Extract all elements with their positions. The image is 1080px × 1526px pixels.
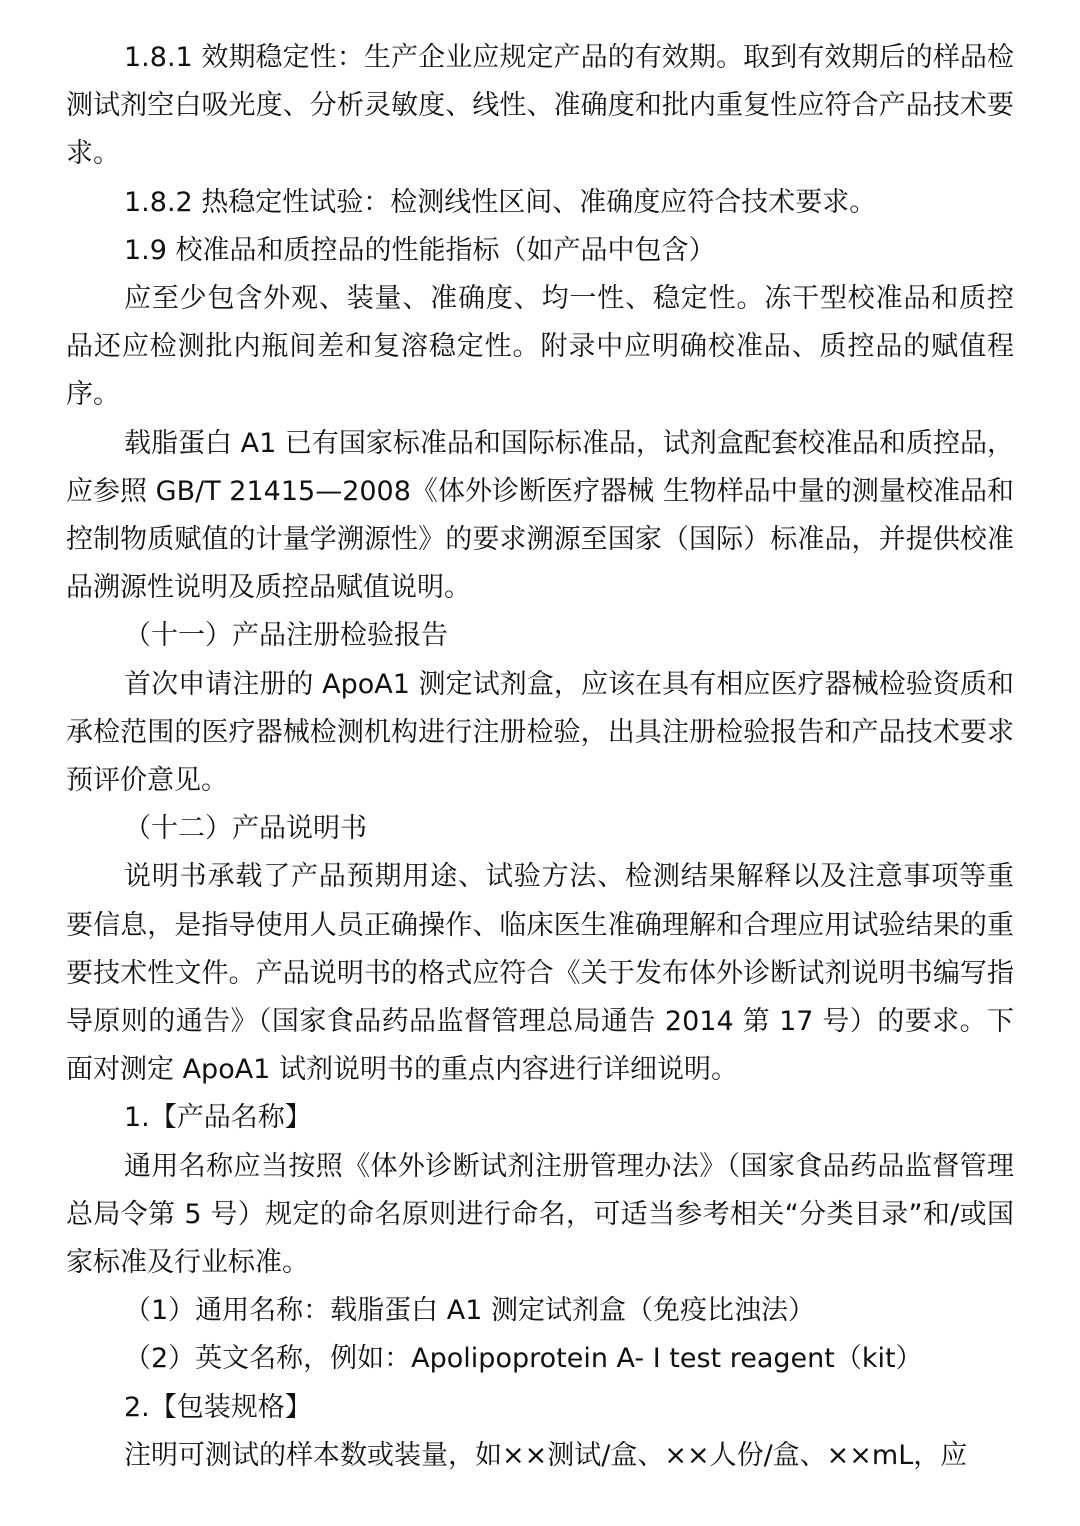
heading-1-product-name: 1.【产品名称】 [124,1102,312,1134]
paragraph-instructions-overview: 说明书承载了产品预期用途、试验方法、检测结果解释以及注意事项等重要信息，是指导使用人员正确操作、临床医生准确理解和合理应用试验结果的重要技术性文件。产品说明书的格式应符合《关于发布体外诊断试剂说明书编写指导原则的通告》（国家食品药品监督管理总局通告 2014 第 17 号）的要求。下面对测定 ApoA1 试剂说明书的重点内容进行详细说明。 [66,861,1014,1086]
heading-2-package-specification: 2.【包装规格】 [124,1391,312,1423]
paragraph-english-name: （2）英文名称，例如：Apolipoprotein A- I test reagent（kit） [124,1343,923,1375]
paragraph-traceability: 载脂蛋白 A1 已有国家标准品和国际标准品，试剂盒配套校准品和质控品，应参照 GB/T 21415—2008《体外诊断医疗器械 生物样品中量的测量校准品和控制物质赋值的计量学溯源性》的要求溯源至国家（国际）标准品，并提供校准品溯源性说明及质控品赋值说明。 [66,427,1014,604]
paragraph-1-8-2-thermal-stability: 1.8.2 热稳定性试验：检测线性区间、准确度应符合技术要求。 [124,186,877,218]
paragraph-package-specification: 注明可测试的样本数或装量，如××测试/盒、××人份/盒、××mL，应 [124,1439,968,1471]
paragraph-registration-test: 首次申请注册的 ApoA1 测定试剂盒，应该在具有相应医疗器械检验资质和承检范围的医疗器械检测机构进行注册检验，出具注册检验报告和产品技术要求预评价意见。 [66,668,1014,797]
paragraph-common-name: （1）通用名称：载脂蛋白 A1 测定试剂盒（免疫比浊法） [124,1295,815,1327]
paragraph-general-name-rules: 通用名称应当按照《体外诊断试剂注册管理办法》（国家食品药品监督管理总局令第 5 号）规定的命名原则进行命名，可适当参考相关“分类目录”和/或国家标准及行业标准。 [66,1150,1014,1279]
paragraph-1-8-1-shelf-life-stability: 1.8.1 效期稳定性：生产企业应规定产品的有效期。取到有效期后的样品检测试剂空白吸光度、分析灵敏度、线性、准确度和批内重复性应符合产品技术要求。 [66,42,1014,170]
paragraph-calibrator-qc-requirements: 应至少包含外观、装量、准确度、均一性、稳定性。冻干型校准品和质控品还应检测批内瓶间差和复溶稳定性。附录中应明确校准品、质控品的赋值程序。 [66,283,1014,411]
document-page [66,34,1014,1480]
heading-section-11-registration-test-report: （十一）产品注册检验报告 [124,620,448,652]
heading-1-9-calibrator-qc-performance: 1.9 校准品和质控品的性能指标（如产品中包含） [124,234,716,266]
heading-section-12-product-instructions: （十二）产品说明书 [124,813,367,845]
